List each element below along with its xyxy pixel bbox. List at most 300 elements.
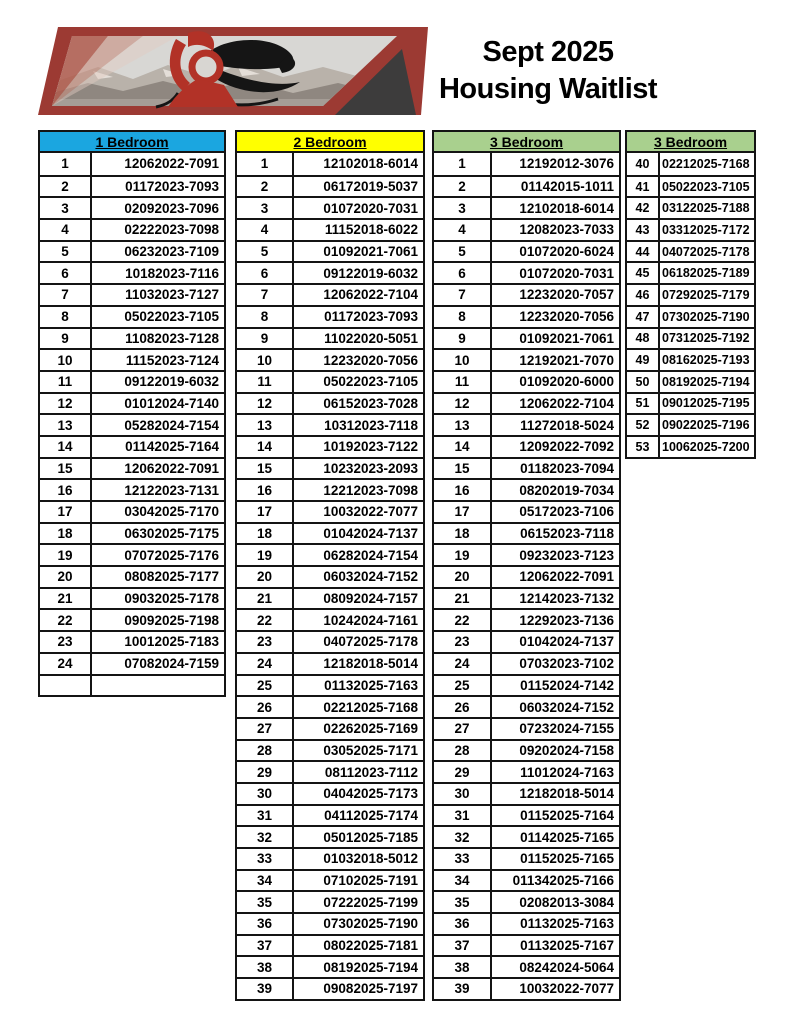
- rank-cell: 4: [40, 220, 92, 240]
- table-row: [434, 240, 619, 262]
- table-row: [237, 240, 423, 262]
- table-row: [237, 370, 423, 392]
- rank-cell: 44: [627, 242, 660, 262]
- applicant-id-cell: 12062022-7091: [124, 156, 219, 172]
- table-row: [237, 608, 423, 630]
- rank-cell: 38: [434, 957, 492, 977]
- table-row: [40, 370, 224, 392]
- waitlist-table-1-bedroom: [38, 130, 226, 697]
- rank-cell: 15: [40, 459, 92, 479]
- table-row: [237, 522, 423, 544]
- table-row: [40, 283, 224, 305]
- rank-cell: 14: [40, 437, 92, 457]
- rank-cell: 20: [40, 567, 92, 587]
- table-row: [237, 500, 423, 522]
- table-row: [40, 652, 224, 674]
- table-row: [434, 869, 619, 891]
- table-row: [434, 804, 619, 826]
- rank-cell: 32: [237, 827, 294, 847]
- applicant-id-cell: 01072020-6024: [519, 244, 614, 260]
- applicant-id-cell: 09122019-6032: [323, 265, 418, 281]
- applicant-id-cell: 11152023-7124: [125, 352, 219, 368]
- rank-cell: 14: [434, 437, 492, 457]
- table-row: [434, 782, 619, 804]
- table-row: [434, 175, 619, 197]
- applicant-id-cell: 12232020-7057: [519, 287, 614, 303]
- rank-cell: 28: [237, 741, 294, 761]
- rank-cell: 33: [434, 849, 492, 869]
- applicant-id-cell: 09232023-7123: [519, 547, 614, 563]
- table-row: [40, 587, 224, 609]
- applicant-id-cell: 07082024-7159: [124, 656, 219, 672]
- applicant-id-cell: 11012024-7163: [520, 764, 614, 780]
- applicant-id-cell: 01042024-7137: [323, 526, 418, 542]
- table-row: [237, 869, 423, 891]
- applicant-id-cell: 10232023-2093: [323, 460, 418, 476]
- table-row: [40, 543, 224, 565]
- rank-cell: 10: [40, 350, 92, 370]
- rank-cell: 34: [434, 871, 492, 891]
- rank-cell: 7: [40, 285, 92, 305]
- table-body: [434, 153, 619, 999]
- table-row: [237, 912, 423, 934]
- applicant-id-cell: 07222025-7199: [323, 894, 418, 910]
- rank-cell: 21: [40, 589, 92, 609]
- rank-cell: 4: [434, 220, 492, 240]
- table-row: [627, 305, 754, 327]
- table-row: [627, 370, 754, 392]
- applicant-id-cell: 01142015-1011: [520, 179, 614, 195]
- rank-cell: 2: [237, 177, 294, 197]
- table-row: [434, 587, 619, 609]
- applicant-id-cell: 03052025-7171: [323, 742, 418, 758]
- applicant-id-cell: 12102018-6014: [519, 200, 614, 216]
- rank-cell: 17: [237, 502, 294, 522]
- applicant-id-cell: 12062022-7104: [323, 287, 418, 303]
- rank-cell: 6: [434, 263, 492, 283]
- table-row: [237, 934, 423, 956]
- rank-cell: 12: [434, 394, 492, 414]
- rank-cell: 32: [434, 827, 492, 847]
- applicant-id-cell: 01172023-7093: [324, 309, 418, 325]
- applicant-id-cell: 02262025-7169: [323, 721, 418, 737]
- table-row: [627, 392, 754, 414]
- table-row: [434, 261, 619, 283]
- rank-cell: 36: [434, 914, 492, 934]
- rank-cell: 17: [40, 502, 92, 522]
- table-row: [40, 608, 224, 630]
- rank-cell: 4: [237, 220, 294, 240]
- waitlist-table-3-bedroom-continued: [625, 130, 756, 459]
- table-row: [237, 630, 423, 652]
- table-row: [237, 804, 423, 826]
- rank-cell: 37: [434, 936, 492, 956]
- applicant-id-cell: 01092021-7061: [323, 244, 418, 260]
- applicant-id-cell: 011342025-7166: [512, 873, 614, 889]
- rank-cell: 16: [237, 480, 294, 500]
- table-row: [434, 912, 619, 934]
- applicant-id-cell: 12092022-7092: [519, 439, 614, 455]
- table-row: [434, 327, 619, 349]
- rank-cell: 17: [434, 502, 492, 522]
- table-row: [434, 370, 619, 392]
- table-row: [237, 392, 423, 414]
- applicant-id-cell: 07072025-7176: [124, 547, 219, 563]
- rank-cell: 3: [40, 198, 92, 218]
- applicant-id-cell: 12182018-5014: [519, 786, 614, 802]
- table-row: [237, 652, 423, 674]
- table-row: [627, 327, 754, 349]
- table-row: [40, 478, 224, 500]
- table-row: [237, 153, 423, 175]
- applicant-id-cell: 09012025-7195: [662, 396, 750, 411]
- applicant-id-cell: 01072020-7031: [519, 265, 614, 281]
- applicant-id-cell: 09092025-7198: [124, 612, 219, 628]
- rank-cell: 2: [434, 177, 492, 197]
- rank-cell: 21: [434, 589, 492, 609]
- table-row: [627, 413, 754, 435]
- table-row: [434, 413, 619, 435]
- rank-cell: 34: [237, 871, 294, 891]
- applicant-id-cell: 11272018-5024: [520, 417, 614, 433]
- applicant-id-cell: 09032025-7178: [124, 591, 219, 607]
- applicant-id-cell: 11082023-7128: [125, 330, 219, 346]
- applicant-id-cell: 06282024-7154: [323, 547, 418, 563]
- table-row: [434, 500, 619, 522]
- rank-cell: 25: [434, 676, 492, 696]
- table-row: [40, 305, 224, 327]
- rank-cell: 21: [237, 589, 294, 609]
- table-row: [434, 435, 619, 457]
- table-row: [434, 457, 619, 479]
- applicant-id-cell: 08112023-7112: [324, 764, 418, 780]
- applicant-id-cell: 11152018-6022: [324, 222, 418, 238]
- applicant-id-cell: 02092023-7096: [124, 200, 219, 216]
- table-row: [237, 739, 423, 761]
- rank-cell: 46: [627, 285, 660, 305]
- table-header-label: 1 Bedroom: [95, 133, 169, 150]
- rank-cell: 6: [40, 263, 92, 283]
- applicant-id-cell: 07102025-7191: [323, 873, 418, 889]
- table-row: [40, 500, 224, 522]
- table-header-3-bedroom-continued: [627, 132, 754, 153]
- rank-cell: 19: [434, 545, 492, 565]
- applicant-id-cell: 11032023-7127: [125, 287, 219, 303]
- table-header-label: 3 Bedroom: [489, 133, 564, 150]
- table-row: [434, 283, 619, 305]
- table-row: [237, 478, 423, 500]
- rank-cell: 15: [237, 459, 294, 479]
- page-title-line1: Sept 2025: [482, 36, 614, 68]
- applicant-id-cell: 08022025-7181: [323, 938, 418, 954]
- rank-cell: 23: [237, 632, 294, 652]
- table-row: [40, 630, 224, 652]
- table-body: [237, 153, 423, 999]
- rank-cell: 24: [434, 654, 492, 674]
- table-row: [40, 435, 224, 457]
- applicant-id-cell: 01152024-7142: [520, 677, 614, 693]
- applicant-id-cell: 09122019-6032: [124, 374, 219, 390]
- rank-cell: 15: [434, 459, 492, 479]
- rank-cell: 49: [627, 350, 660, 370]
- table-row: [237, 587, 423, 609]
- rank-cell: 36: [237, 914, 294, 934]
- table-row: [627, 261, 754, 283]
- rank-cell: 29: [237, 762, 294, 782]
- applicant-id-cell: 01042024-7137: [519, 634, 614, 650]
- table-row: [434, 695, 619, 717]
- applicant-id-cell: 06182025-7189: [662, 266, 750, 281]
- rank-cell: 52: [627, 415, 660, 435]
- table-row: [434, 522, 619, 544]
- rank-cell: 35: [237, 892, 294, 912]
- applicant-id-cell: 12182018-5014: [323, 656, 418, 672]
- applicant-id-cell: 01092020-6000: [519, 374, 614, 390]
- applicant-id-cell: 12192012-3076: [519, 156, 614, 172]
- rank-cell: 9: [237, 329, 294, 349]
- table-body: [40, 153, 224, 695]
- applicant-id-cell: 07032023-7102: [519, 656, 614, 672]
- applicant-id-cell: 10012025-7183: [124, 634, 219, 650]
- applicant-id-cell: 08082025-7177: [124, 569, 219, 585]
- table-header-1-bedroom: [40, 132, 224, 153]
- applicant-id-cell: 08092024-7157: [323, 591, 418, 607]
- table-row: [237, 283, 423, 305]
- table-body: [627, 153, 754, 457]
- applicant-id-cell: 09202024-7158: [519, 742, 614, 758]
- table-row: [40, 240, 224, 262]
- applicant-id-cell: 10242024-7161: [323, 612, 418, 628]
- applicant-id-cell: 06032024-7152: [323, 569, 418, 585]
- applicant-id-cell: 01072020-7031: [323, 200, 418, 216]
- rank-cell: 19: [237, 545, 294, 565]
- rank-cell: 51: [627, 394, 660, 414]
- table-row: [237, 413, 423, 435]
- applicant-id-cell: 08162025-7193: [662, 353, 750, 368]
- applicant-id-cell: 09022025-7196: [662, 418, 750, 433]
- page-title-line2: Housing Waitlist: [438, 73, 658, 105]
- rank-cell: 23: [40, 632, 92, 652]
- rank-cell: 28: [434, 741, 492, 761]
- applicant-id-cell: 11022020-5051: [324, 330, 418, 346]
- applicant-id-cell: 08202019-7034: [519, 482, 614, 498]
- applicant-id-cell: 02212025-7168: [323, 699, 418, 715]
- rank-cell: 48: [627, 329, 660, 349]
- table-row: [627, 175, 754, 197]
- table-row: [627, 196, 754, 218]
- table-row: [434, 630, 619, 652]
- rank-cell: 8: [40, 307, 92, 327]
- table-row: [434, 674, 619, 696]
- applicant-id-cell: 12062022-7091: [124, 460, 219, 476]
- table-header-2-bedroom: [237, 132, 423, 153]
- applicant-id-cell: 07302025-7190: [662, 309, 750, 324]
- rank-cell: 1: [237, 153, 294, 175]
- applicant-id-cell: 09082025-7197: [323, 981, 418, 997]
- applicant-id-cell: 12212023-7098: [323, 482, 418, 498]
- applicant-id-cell: 03122025-7188: [662, 201, 750, 216]
- table-row: [434, 153, 619, 175]
- table-row: [237, 955, 423, 977]
- applicant-id-cell: 12062022-7104: [519, 395, 614, 411]
- applicant-id-cell: 06032024-7152: [519, 699, 614, 715]
- rank-cell: 27: [237, 719, 294, 739]
- applicant-id-cell: 10182023-7116: [125, 265, 219, 281]
- applicant-id-cell: 01182023-7094: [520, 460, 614, 476]
- applicant-id-cell: 04112025-7174: [324, 807, 418, 823]
- applicant-id-cell: 01132025-7163: [520, 916, 614, 932]
- rank-cell: 7: [434, 285, 492, 305]
- rank-cell: 3: [434, 198, 492, 218]
- rank-cell: 11: [237, 372, 294, 392]
- applicant-id-cell: 07292025-7179: [662, 287, 750, 302]
- rank-cell: 31: [434, 806, 492, 826]
- table-row: [237, 457, 423, 479]
- applicant-id-cell: 04042025-7173: [323, 786, 418, 802]
- applicant-id-cell: 12232020-7056: [323, 352, 418, 368]
- rank-cell: 27: [434, 719, 492, 739]
- applicant-id-cell: 12062022-7091: [519, 569, 614, 585]
- table-row: [627, 240, 754, 262]
- table-row: [40, 522, 224, 544]
- rank-cell: 47: [627, 307, 660, 327]
- rank-cell: 22: [434, 610, 492, 630]
- rank-cell: 31: [237, 806, 294, 826]
- page-title: [418, 34, 678, 108]
- applicant-id-cell: 07312025-7192: [662, 331, 750, 346]
- table-row: [237, 825, 423, 847]
- rank-cell: 8: [434, 307, 492, 327]
- applicant-id-cell: 01152025-7164: [520, 807, 614, 823]
- applicant-id-cell: 04072025-7178: [662, 244, 750, 259]
- rank-cell: 29: [434, 762, 492, 782]
- rank-cell: 33: [237, 849, 294, 869]
- table-row: [40, 218, 224, 240]
- rank-cell: 1: [434, 153, 492, 175]
- table-row: [434, 218, 619, 240]
- applicant-id-cell: 10032022-7077: [519, 981, 614, 997]
- waitlist-table-3-bedroom: [432, 130, 621, 1001]
- rank-cell: 26: [434, 697, 492, 717]
- table-row: [434, 565, 619, 587]
- table-header-label: 2 Bedroom: [293, 133, 367, 150]
- table-row: [237, 674, 423, 696]
- table-row: [237, 543, 423, 565]
- table-row: [434, 760, 619, 782]
- applicant-id-cell: 06232023-7109: [124, 244, 219, 260]
- table-row: [434, 196, 619, 218]
- table-row: [237, 847, 423, 869]
- table-header-label: 3 Bedroom: [653, 133, 728, 150]
- applicant-id-cell: 08192025-7194: [662, 374, 750, 389]
- applicant-id-cell: 10312023-7118: [324, 417, 418, 433]
- rank-cell: 45: [627, 263, 660, 283]
- table-row: [40, 175, 224, 197]
- rank-cell: 37: [237, 936, 294, 956]
- applicant-id-cell: 01152025-7165: [520, 851, 614, 867]
- rank-cell: 3: [237, 198, 294, 218]
- applicant-id-cell: 01092021-7061: [519, 330, 614, 346]
- table-row: [237, 218, 423, 240]
- table-row: [237, 175, 423, 197]
- applicant-id-cell: 07232024-7155: [519, 721, 614, 737]
- applicant-id-cell: 12192021-7070: [519, 352, 614, 368]
- table-row: [434, 717, 619, 739]
- applicant-id-cell: 01142025-7164: [125, 439, 219, 455]
- table-row: [434, 977, 619, 999]
- applicant-id-cell: 05022023-7105: [662, 179, 750, 194]
- table-row: [40, 153, 224, 175]
- rank-cell: 30: [434, 784, 492, 804]
- rank-cell: 24: [237, 654, 294, 674]
- table-row: [40, 392, 224, 414]
- rank-cell: 43: [627, 220, 660, 240]
- applicant-id-cell: 10192023-7122: [323, 439, 418, 455]
- rank-cell: 24: [40, 654, 92, 674]
- applicant-id-cell: 01142025-7165: [520, 829, 614, 845]
- table-row: [237, 717, 423, 739]
- rank-cell: 25: [237, 676, 294, 696]
- table-row: [40, 196, 224, 218]
- rank-cell: 18: [434, 524, 492, 544]
- applicant-id-cell: [92, 676, 224, 696]
- table-row: [434, 478, 619, 500]
- table-row: [434, 847, 619, 869]
- applicant-id-cell: 05022023-7105: [124, 309, 219, 325]
- table-row: [434, 739, 619, 761]
- table-header-3-bedroom: [434, 132, 619, 153]
- table-row: [434, 825, 619, 847]
- rank-cell: 53: [627, 437, 660, 457]
- table-row: [40, 457, 224, 479]
- table-row: [40, 674, 224, 696]
- table-row: [40, 565, 224, 587]
- table-row: [627, 283, 754, 305]
- rank-cell: 35: [434, 892, 492, 912]
- table-row: [237, 760, 423, 782]
- rank-cell: 13: [40, 415, 92, 435]
- table-row: [434, 608, 619, 630]
- rank-cell: 5: [434, 242, 492, 262]
- table-row: [237, 977, 423, 999]
- applicant-id-cell: 10062025-7200: [662, 439, 750, 454]
- applicant-id-cell: 03042025-7170: [124, 504, 219, 520]
- rank-cell: 1: [40, 153, 92, 175]
- rank-cell: 22: [40, 610, 92, 630]
- table-row: [434, 652, 619, 674]
- applicant-id-cell: 01132025-7167: [520, 938, 614, 954]
- table-row: [40, 413, 224, 435]
- applicant-id-cell: 07302025-7190: [323, 916, 418, 932]
- housing-authority-logo: [38, 27, 428, 115]
- rank-cell: 18: [237, 524, 294, 544]
- table-row: [434, 543, 619, 565]
- rank-cell: 10: [237, 350, 294, 370]
- applicant-id-cell: 05022023-7105: [323, 374, 418, 390]
- rank-cell: [40, 676, 92, 696]
- table-row: [40, 348, 224, 370]
- table-row: [237, 890, 423, 912]
- applicant-id-cell: 02212025-7168: [662, 156, 750, 171]
- applicant-id-cell: 04072025-7178: [323, 634, 418, 650]
- table-row: [434, 955, 619, 977]
- table-row: [627, 153, 754, 175]
- applicant-id-cell: 02222023-7098: [124, 222, 219, 238]
- applicant-id-cell: 01172023-7093: [125, 179, 219, 195]
- applicant-id-cell: 03312025-7172: [662, 222, 750, 237]
- table-row: [627, 348, 754, 370]
- applicant-id-cell: 02082013-3084: [519, 894, 614, 910]
